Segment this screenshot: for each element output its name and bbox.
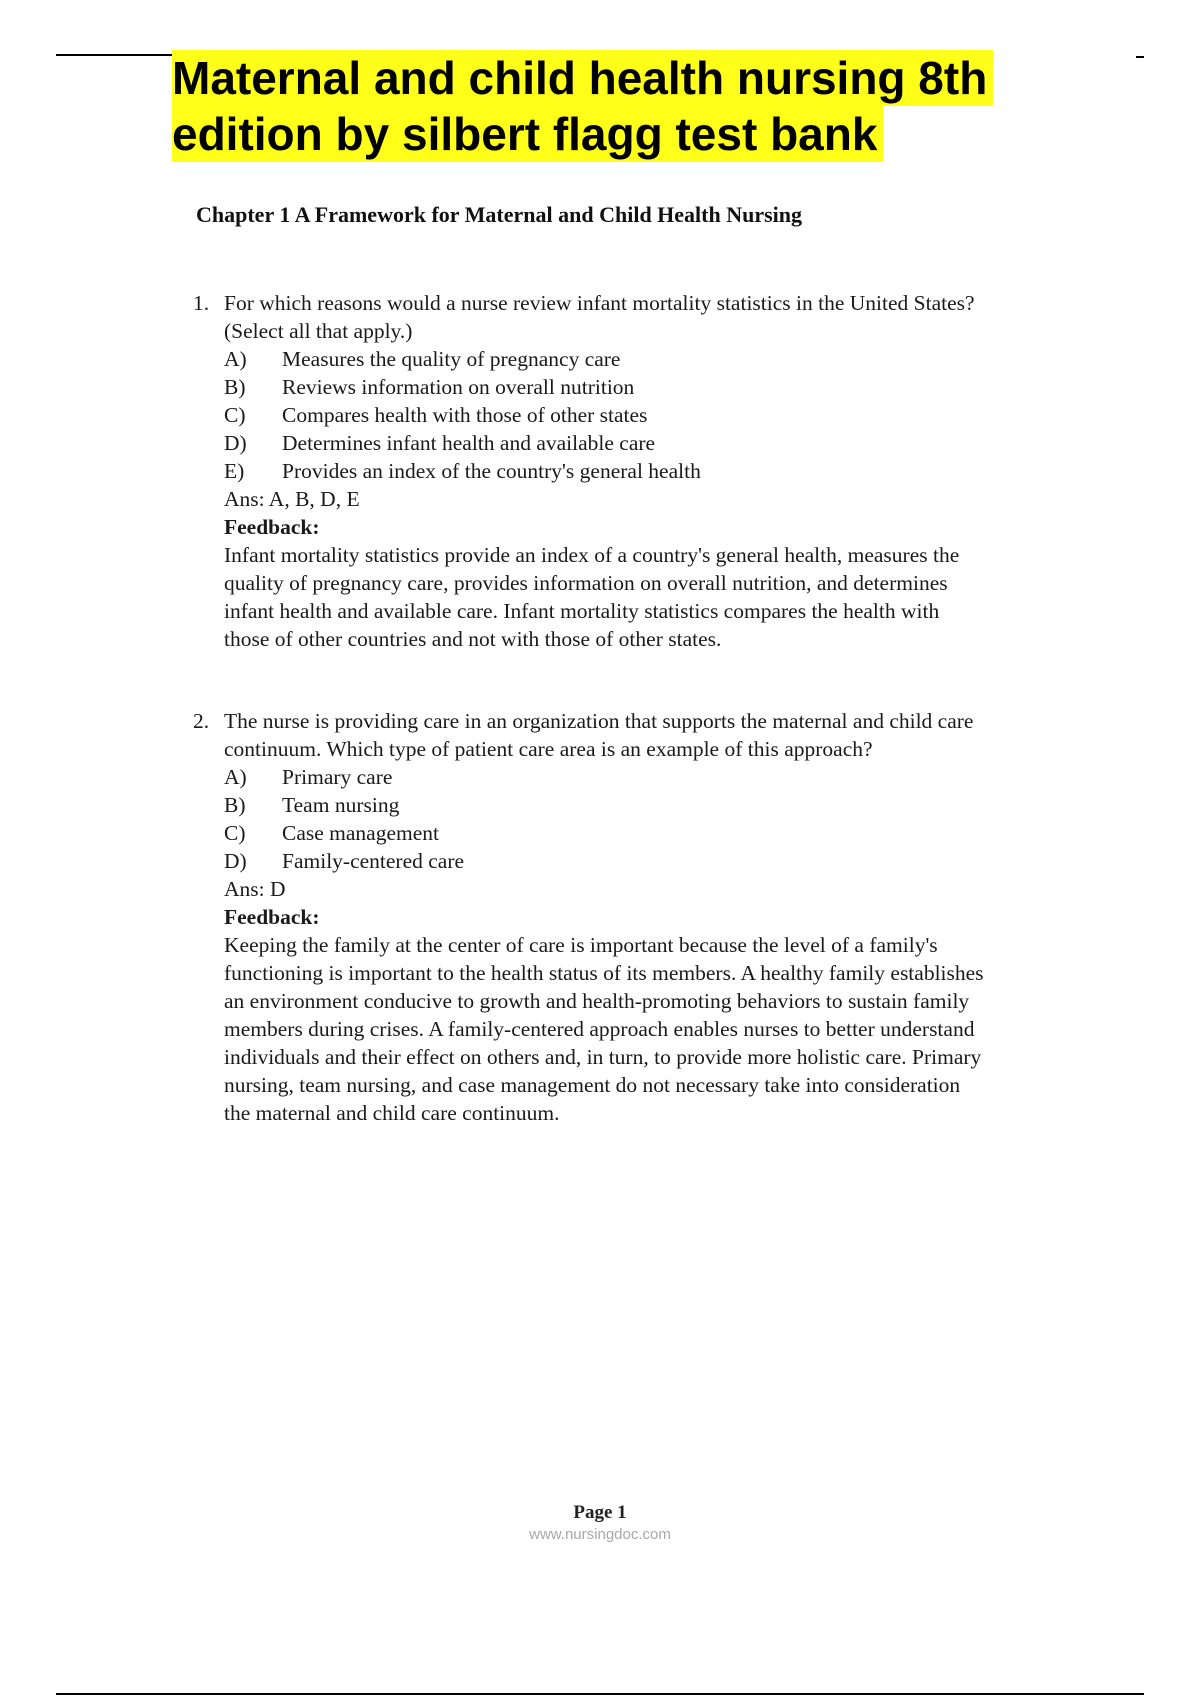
page-number: Page 1 <box>573 1502 627 1523</box>
option-text: Team nursing <box>282 793 400 817</box>
document-title <box>172 50 1052 162</box>
feedback-line: individuals and their effect on others and, in turn, to provide more holistic care. Primary <box>224 1045 982 1069</box>
question-stem-line: continuum. Which type of patient care area is an example of this approach? <box>224 737 873 761</box>
answer-option <box>224 819 1093 847</box>
question-stem-line: For which reasons would a nurse review infant mortality statistics in the United States? <box>224 291 975 315</box>
title-line-1: Maternal and child health nursing 8th <box>172 50 993 106</box>
feedback-line: Infant mortality statistics provide an index of a country's general health, measures the <box>224 543 960 567</box>
header-rule-right <box>1136 56 1144 58</box>
question-2 <box>193 707 1093 1127</box>
question-number: 1. <box>193 291 210 315</box>
chapter-heading: Chapter 1 A Framework for Maternal and Child Health Nursing <box>196 202 803 227</box>
question-stem-line: The nurse is providing care in an organization that supports the maternal and child care <box>224 709 974 733</box>
answer-option <box>224 345 1093 373</box>
feedback-line: an environment conducive to growth and health-promoting behaviors to sustain family <box>224 989 970 1013</box>
question-1 <box>193 289 1093 653</box>
option-text: Reviews information on overall nutrition <box>282 375 635 399</box>
footer-rule <box>56 1693 1144 1695</box>
answer-option <box>224 791 1093 819</box>
option-text: Primary care <box>282 765 393 789</box>
option-letter: A) <box>224 347 247 371</box>
option-letter: B) <box>224 793 246 817</box>
question-stem-line: (Select all that apply.) <box>224 319 413 343</box>
option-text: Compares health with those of other states <box>282 403 648 427</box>
feedback-label: Feedback: <box>224 905 320 929</box>
answer-key: Ans: D <box>224 877 286 901</box>
feedback-line: quality of pregnancy care, provides information on overall nutrition, and determines <box>224 571 948 595</box>
feedback-line: functioning is important to the health status of its members. A healthy family establishes <box>224 961 984 985</box>
option-text: Measures the quality of pregnancy care <box>282 347 621 371</box>
answer-option <box>224 457 1093 485</box>
feedback-line: members during crises. A family-centered approach enables nurses to better understand <box>224 1017 975 1041</box>
answer-option <box>224 847 1093 875</box>
feedback-line: nursing, team nursing, and case management do not necessary take into consideration <box>224 1073 961 1097</box>
footer-website: www.nursingdoc.com <box>529 1526 671 1543</box>
option-letter: C) <box>224 403 246 427</box>
feedback-label: Feedback: <box>224 515 320 539</box>
feedback-line: infant health and available care. Infant mortality statistics compares the health with <box>224 599 940 623</box>
option-text: Family-centered care <box>282 849 465 873</box>
option-letter: E) <box>224 459 245 483</box>
option-letter: B) <box>224 375 246 399</box>
question-number: 2. <box>193 709 210 733</box>
feedback-line: the maternal and child care continuum. <box>224 1101 560 1125</box>
option-text: Provides an index of the country's general health <box>282 459 701 483</box>
header-rule-left <box>56 54 174 56</box>
option-letter: D) <box>224 431 247 455</box>
feedback-line: those of other countries and not with those of other states. <box>224 627 722 651</box>
option-letter: A) <box>224 765 247 789</box>
answer-option <box>224 401 1093 429</box>
feedback-line: Keeping the family at the center of care is important because the level of a family's <box>224 933 938 957</box>
answer-option <box>224 763 1093 791</box>
option-text: Case management <box>282 821 440 845</box>
answer-key: Ans: A, B, D, E <box>224 487 360 511</box>
answer-option <box>224 429 1093 457</box>
answer-option <box>224 373 1093 401</box>
option-text: Determines infant health and available care <box>282 431 656 455</box>
title-line-2: edition by silbert flagg test bank <box>172 106 883 162</box>
option-letter: D) <box>224 849 247 873</box>
option-letter: C) <box>224 821 246 845</box>
